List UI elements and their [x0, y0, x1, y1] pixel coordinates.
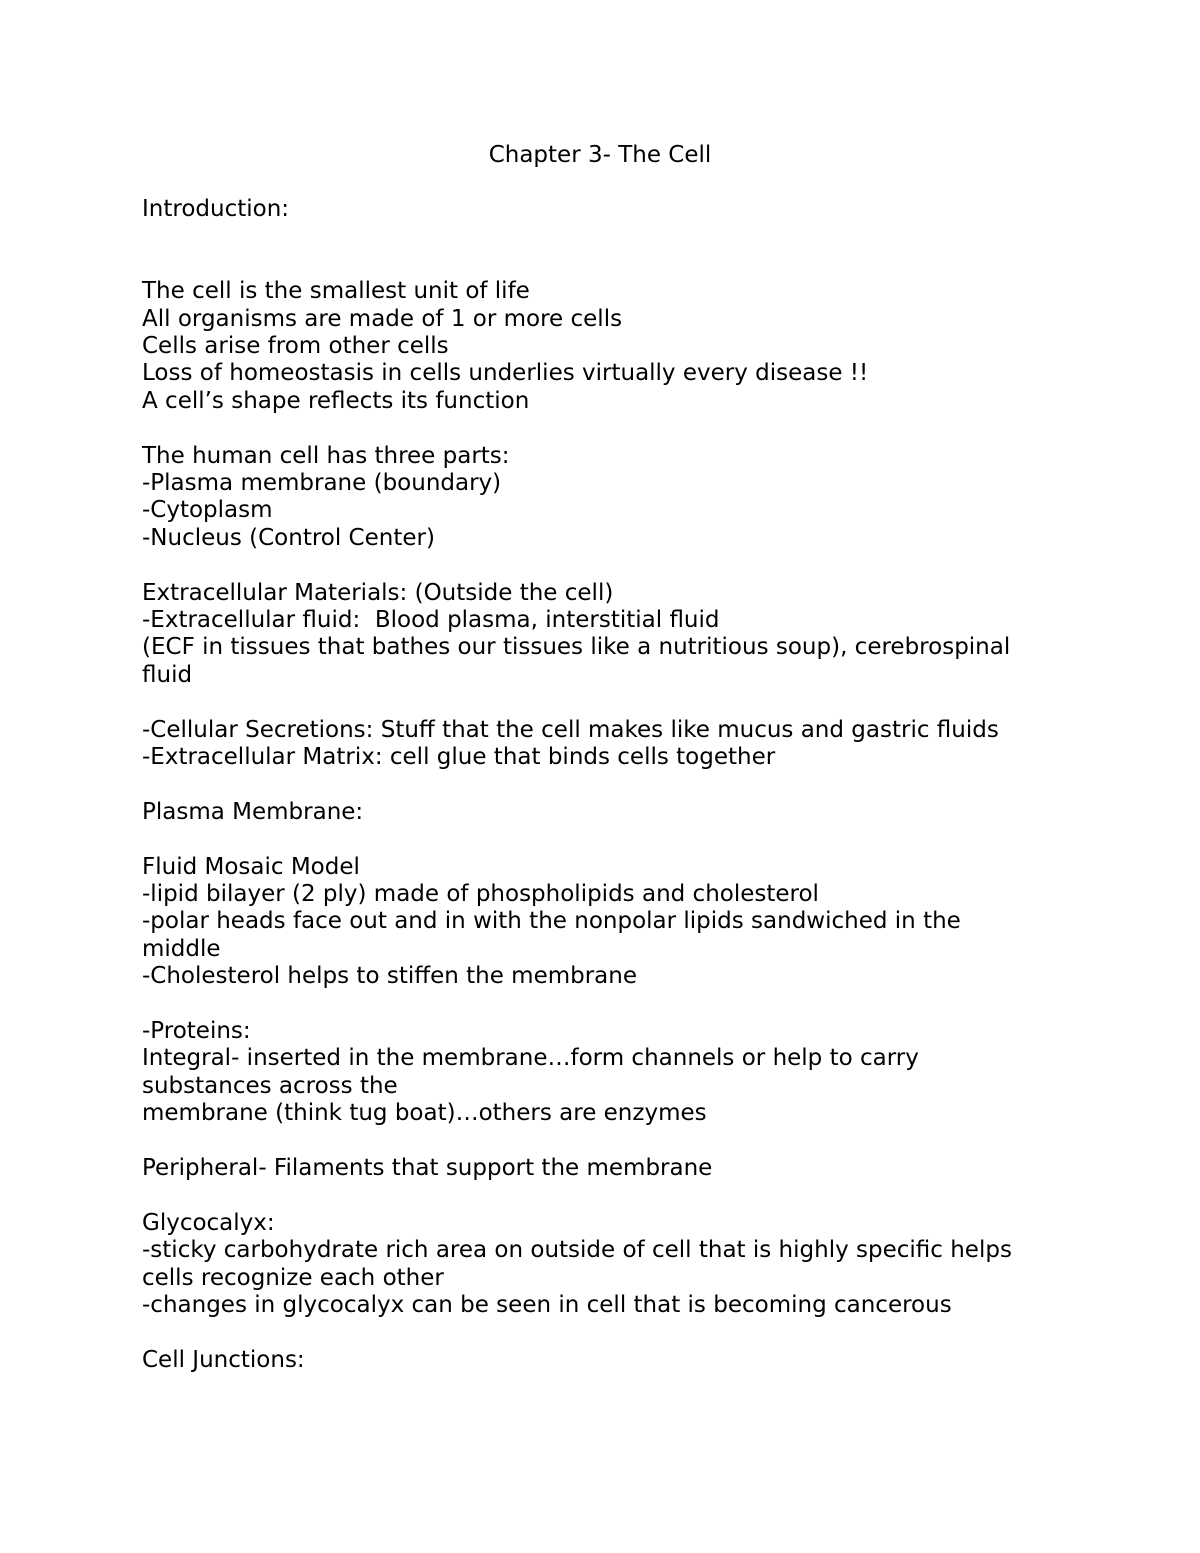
intro-point: The cell is the smallest unit of life — [142, 278, 530, 305]
intro-points — [142, 278, 1042, 415]
glycocalyx-line: -changes in glycocalyx can be seen in cell that is becoming cancerous — [142, 1292, 952, 1319]
glycocalyx-line: Glycocalyx: — [142, 1209, 275, 1236]
spacer — [142, 415, 1042, 442]
spacer — [142, 1128, 1042, 1155]
spacer — [142, 689, 1042, 716]
fluid-mosaic-lines — [142, 854, 1042, 991]
secretion-lines — [142, 717, 1042, 772]
spacer — [142, 771, 1042, 798]
plasma-membrane-heading: Plasma Membrane: — [142, 798, 364, 825]
parts-item: -Cytoplasm — [142, 497, 273, 524]
intro-point: Loss of homeostasis in cells underlies virtually every disease !! — [142, 360, 869, 387]
intro-point: A cell’s shape reflects its function — [142, 387, 530, 414]
fluid-mosaic-line: -lipid bilayer (2 ply) made of phospholipids and cholesterol — [142, 881, 819, 908]
proteins-line: -Proteins: — [142, 1018, 251, 1045]
peripheral-line: Peripheral- Filaments that support the membrane — [142, 1155, 713, 1182]
cell-junctions-heading: Cell Junctions: — [142, 1346, 305, 1373]
proteins-line: membrane (think tug boat)…others are enzymes — [142, 1100, 707, 1127]
extracellular-lines — [142, 607, 1042, 689]
parts-heading: The human cell has three parts: — [142, 442, 510, 469]
parts-list — [142, 470, 1042, 552]
spacer — [142, 552, 1042, 579]
fluid-mosaic-line: -polar heads face out and in with the nonpolar lipids sandwiched in the — [142, 908, 961, 935]
document-body — [142, 196, 1042, 1374]
spacer — [142, 991, 1042, 1018]
glycocalyx-line: -sticky carbohydrate rich area on outside of cell that is highly specific helps — [142, 1237, 1012, 1264]
spacer — [142, 1320, 1042, 1347]
extracellular-line: fluid — [142, 661, 193, 688]
glycocalyx-line: cells recognize each other — [142, 1264, 444, 1291]
extracellular-line: (ECF in tissues that bathes our tissues like a nutritious soup), cerebrospinal — [142, 634, 1011, 661]
intro-point: Cells arise from other cells — [142, 333, 449, 359]
fluid-mosaic-line: -Cholesterol helps to stiffen the membrane — [142, 963, 638, 990]
intro-point: All organisms are made of 1 or more cells — [142, 305, 623, 332]
secretion-line: -Extracellular Matrix: cell glue that binds cells together — [142, 744, 776, 771]
spacer — [142, 826, 1042, 853]
spacer — [142, 251, 1042, 278]
extracellular-heading: Extracellular Materials: (Outside the cell) — [142, 579, 614, 606]
extracellular-line: -Extracellular fluid: Blood plasma, interstitial fluid — [142, 607, 720, 634]
parts-item: -Plasma membrane (boundary) — [142, 470, 502, 497]
page-title: Chapter 3- The Cell — [488, 142, 712, 168]
spacer — [142, 1182, 1042, 1209]
parts-item: -Nucleus (Control Center) — [142, 524, 435, 551]
proteins-lines — [142, 1018, 1042, 1128]
secretion-line: -Cellular Secretions: Stuff that the cell makes like mucus and gastric fluids — [142, 716, 999, 743]
fluid-mosaic-line: Fluid Mosaic Model — [142, 853, 360, 880]
proteins-line: Integral- inserted in the membrane…form channels or help to carry — [142, 1045, 919, 1072]
spacer — [142, 223, 1042, 250]
introduction-heading: Introduction: — [142, 196, 290, 222]
proteins-line: substances across the — [142, 1072, 398, 1099]
fluid-mosaic-line: middle — [142, 935, 221, 962]
glycocalyx-lines — [142, 1210, 1042, 1320]
